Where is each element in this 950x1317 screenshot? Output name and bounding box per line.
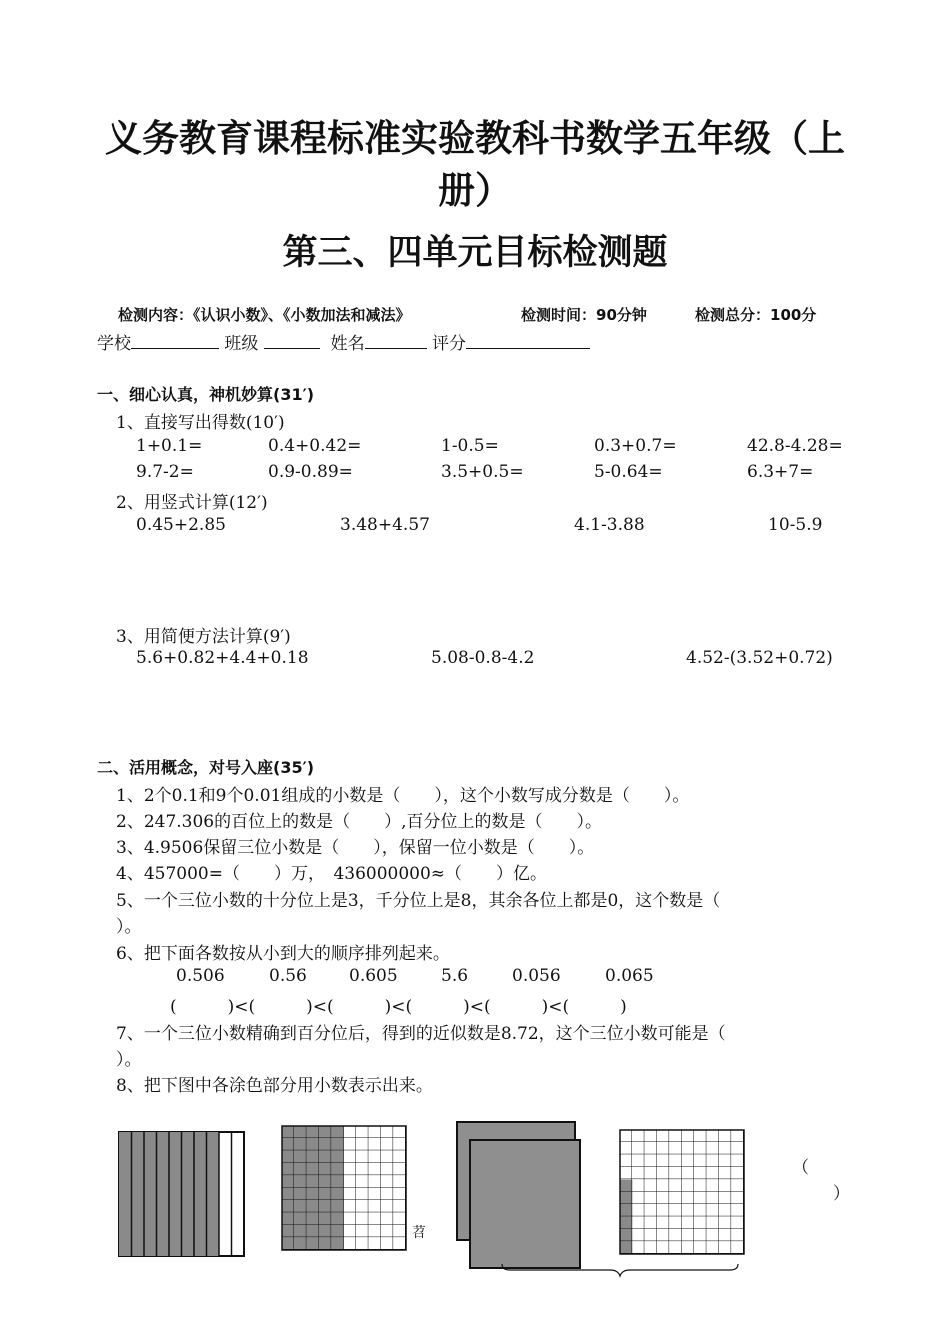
s2-q4: 4、457000=（ ）万， 436000000≈（ ）亿。 <box>116 864 548 884</box>
s2-q5-line1: 5、一个三位小数的十分位上是3，千分位上是8，其余各位上都是0，这个数是（ <box>116 891 721 911</box>
figure-note-open: （ <box>792 1158 809 1178</box>
s2-q7-line1: 7、一个三位小数精确到百分位后，得到的近似数是8.72，这个三位小数可能是（ <box>116 1024 726 1044</box>
title-line-1: 义务教育课程标准实验教科书数学五年级（上 <box>105 117 845 160</box>
vertical-calc-item: 0.45+2.85 <box>136 515 226 535</box>
meta-time: 检测时间：90分钟 <box>521 306 647 324</box>
order-number: 0.056 <box>512 966 561 986</box>
figure-grid-2 <box>619 1129 747 1259</box>
figure-two-squares <box>456 1120 582 1270</box>
s2-q8: 8、把下图中各涂色部分用小数表示出来。 <box>116 1076 433 1096</box>
s1-q3-title: 3、用简便方法计算(9′) <box>116 627 291 647</box>
calc-item: 5-0.64= <box>594 462 663 482</box>
class-label: 班级 <box>224 334 259 354</box>
calc-item: 42.8-4.28= <box>747 436 843 456</box>
s2-q7-line2: ）。 <box>116 1050 142 1070</box>
meta-score: 检测总分：100分 <box>695 306 817 324</box>
info-fields <box>97 329 590 354</box>
order-number: 0.56 <box>269 966 307 986</box>
figure-grid-1 <box>281 1125 409 1251</box>
s2-q1: 1、2个0.1和9个0.01组成的小数是（ ），这个小数写成分数是（ ）。 <box>116 786 690 806</box>
vertical-calc-item: 10-5.9 <box>768 515 823 535</box>
calc-item: 0.3+0.7= <box>594 436 677 456</box>
simple-calc-item: 5.6+0.82+4.4+0.18 <box>136 648 309 668</box>
subtitle: 第三、四单元目标检测题 <box>282 233 668 273</box>
order-number: 0.065 <box>605 966 654 986</box>
vertical-calc-item: 4.1-3.88 <box>574 515 645 535</box>
name-blank[interactable] <box>365 332 427 349</box>
calc-item: 0.9-0.89= <box>268 462 353 482</box>
grade-blank[interactable] <box>466 332 590 349</box>
calc-item: 1-0.5= <box>441 436 499 456</box>
s2-q5-line2: ）。 <box>116 917 142 937</box>
brace <box>500 1262 740 1278</box>
order-number: 5.6 <box>441 966 469 986</box>
s1-q1-title: 1、直接写出得数(10′) <box>116 413 285 433</box>
meta-content: 检测内容：《认识小数》、《小数加法和减法》 <box>118 306 411 324</box>
grade-label: 评分 <box>432 334 467 354</box>
simple-calc-item: 4.52-(3.52+0.72) <box>686 648 833 668</box>
section1-title: 一、细心认真，神机妙算(31′) <box>97 385 315 404</box>
figure-note-close: ） <box>833 1184 850 1204</box>
order-number: 0.506 <box>176 966 225 986</box>
class-blank[interactable] <box>264 332 320 349</box>
s2-q2: 2、247.306的百位上的数是（ ）,百分位上的数是（ ）。 <box>116 812 603 832</box>
figure-scrap-text: 苕 <box>412 1225 426 1241</box>
title-line-2: 册） <box>438 169 512 212</box>
calc-item: 9.7-2= <box>136 462 194 482</box>
calc-item: 1+0.1= <box>136 436 203 456</box>
figure-strips <box>118 1131 246 1257</box>
calc-item: 0.4+0.42= <box>268 436 362 456</box>
calc-item: 6.3+7= <box>747 462 814 482</box>
section2-title: 二、活用概念，对号入座(35′) <box>97 758 315 777</box>
school-blank[interactable] <box>131 332 219 349</box>
order-blanks[interactable]: ( )<( )<( )<( )<( )<( ) <box>170 997 627 1017</box>
s2-q3: 3、4.9506保留三位小数是（ ），保留一位小数是（ ）。 <box>116 838 595 858</box>
s2-q6: 6、把下面各数按从小到大的顺序排列起来。 <box>116 944 450 964</box>
s1-q2-title: 2、用竖式计算(12′) <box>116 493 268 513</box>
calc-item: 3.5+0.5= <box>441 462 524 482</box>
simple-calc-item: 5.08-0.8-4.2 <box>431 648 535 668</box>
school-label: 学校 <box>97 334 131 354</box>
name-label: 姓名 <box>330 334 365 354</box>
order-number: 0.605 <box>349 966 398 986</box>
vertical-calc-item: 3.48+4.57 <box>340 515 430 535</box>
